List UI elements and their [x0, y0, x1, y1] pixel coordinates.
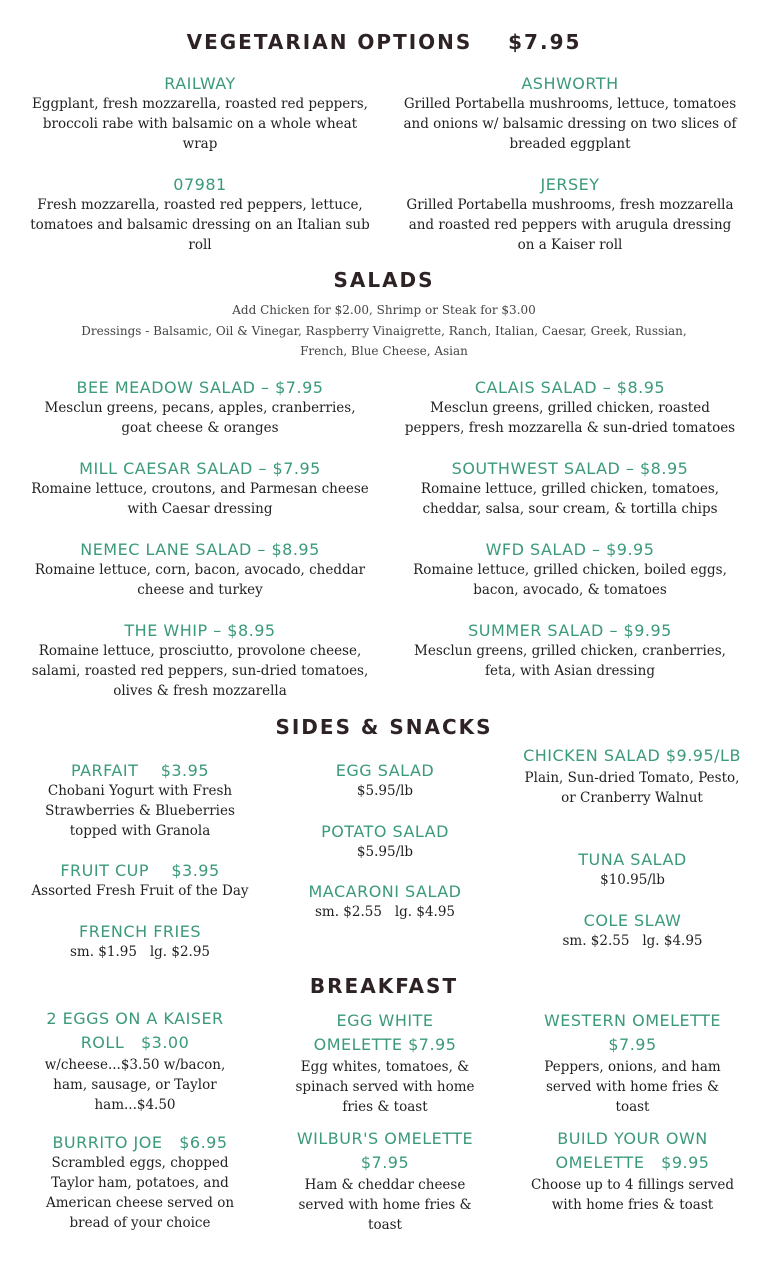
- menu-item-parfait: [20, 761, 260, 841]
- sides-heading: SIDES & SNACKS: [275, 715, 493, 739]
- item-title: MILL CAESAR SALAD – $7.95: [79, 459, 321, 478]
- item-desc: Ham & cheddar cheese served with home fries & toast: [298, 1177, 472, 1233]
- item-title: MACARONI SALAD: [308, 882, 462, 901]
- menu-item-calais: [400, 378, 740, 438]
- item-desc: Fresh mozzarella, roasted red peppers, lettuce, tomatoes and balsamic dressing on an Italian sub roll: [30, 197, 370, 253]
- item-title: ASHWORTH: [521, 74, 619, 93]
- item-desc: Peppers, onions, and ham served with home fries & toast: [544, 1059, 721, 1115]
- item-title: WILBUR'S OMELETTE $7.95: [296, 1129, 474, 1172]
- menu-item-egg-white-omelette: [265, 1009, 505, 1117]
- item-title: COLE SLAW: [583, 911, 682, 930]
- menu-item-nemec-lane: [30, 540, 370, 600]
- item-title: TUNA SALAD: [578, 850, 687, 869]
- item-title: WESTERN OMELETTE $7.95: [543, 1011, 722, 1054]
- item-desc: Eggplant, fresh mozzarella, roasted red peppers, broccoli rabe with balsamic on a whole wheat wrap: [32, 96, 368, 152]
- item-title: FRENCH FRIES: [79, 922, 201, 941]
- item-desc: Plain, Sun-dried Tomato, Pesto, or Cranberry Walnut: [524, 770, 740, 806]
- item-desc: sm. $2.55 lg. $4.95: [314, 904, 456, 920]
- item-title: EGG WHITE OMELETTE $7.95: [313, 1011, 457, 1054]
- menu-item-wilburs-omelette: [265, 1127, 505, 1235]
- item-title: CALAIS SALAD – $8.95: [474, 378, 666, 397]
- item-desc: Mesclun greens, grilled chicken, cranberries, feta, with Asian dressing: [414, 643, 726, 679]
- item-title: BURRITO JOE $6.95: [52, 1133, 228, 1152]
- item-title: RAILWAY: [164, 74, 236, 93]
- menu-item-bee-meadow: [30, 378, 370, 438]
- item-title: SUMMER SALAD – $9.95: [468, 621, 672, 640]
- item-desc: Romaine lettuce, grilled chicken, boiled eggs, bacon, avocado, & tomatoes: [413, 562, 727, 598]
- item-title: POTATO SALAD: [321, 822, 449, 841]
- item-title: THE WHIP – $8.95: [124, 621, 276, 640]
- menu-item-railway: [30, 74, 370, 154]
- menu-item-fruit-cup: [20, 861, 260, 901]
- menu-item-macaroni-salad: [265, 882, 505, 922]
- menu-item-burrito-joe: [20, 1133, 260, 1233]
- item-desc: Grilled Portabella mushrooms, fresh mozzarella and roasted red peppers with arugula dressing on a Kaiser roll: [406, 197, 734, 253]
- item-title: 07981: [173, 175, 227, 194]
- item-title: SOUTHWEST SALAD – $8.95: [451, 459, 689, 478]
- item-desc: $10.95/lb: [600, 872, 665, 888]
- item-title: JERSEY: [540, 175, 600, 194]
- item-title: WFD SALAD – $9.95: [485, 540, 655, 559]
- menu-item-the-whip: [30, 621, 370, 701]
- item-title: EGG SALAD: [335, 761, 435, 780]
- menu-item-egg-salad: [265, 761, 505, 801]
- menu-item-build-your-own-omelette: [510, 1127, 755, 1215]
- menu-item-tuna-salad: [510, 850, 755, 890]
- menu-item-ashworth: [400, 74, 740, 154]
- vegetarian-heading: VEGETARIAN OPTIONS $7.95: [186, 30, 582, 54]
- item-title: BEE MEADOW SALAD – $7.95: [76, 378, 324, 397]
- item-desc: Romaine lettuce, grilled chicken, tomatoes, cheddar, salsa, sour cream, & tortilla chips: [420, 481, 720, 517]
- item-title: FRUIT CUP $3.95: [60, 861, 220, 880]
- menu-item-07981: [30, 175, 370, 255]
- item-title: NEMEC LANE SALAD – $8.95: [80, 540, 320, 559]
- item-desc: Choose up to 4 fillings served with home fries & toast: [531, 1177, 734, 1213]
- item-desc: Mesclun greens, grilled chicken, roasted peppers, fresh mozzarella & sun-dried tomatoes: [404, 400, 736, 436]
- item-title: PARFAIT $3.95: [70, 761, 209, 780]
- menu-item-wfd: [400, 540, 740, 600]
- item-desc: Romaine lettuce, prosciutto, provolone cheese, salami, roasted red peppers, sun-dried tomatoes, olives & fresh mozzarella: [31, 643, 369, 699]
- item-desc: Romaine lettuce, corn, bacon, avocado, cheddar cheese and turkey: [34, 562, 366, 598]
- salads-addons: Add Chicken for $2.00, Shrimp or Steak for $3.00: [232, 303, 536, 317]
- item-desc: Assorted Fresh Fruit of the Day: [31, 883, 249, 899]
- item-title: CHICKEN SALAD $9.95/LB: [523, 746, 741, 765]
- menu-item-chicken-salad: [522, 744, 742, 808]
- item-title: BUILD YOUR OWN OMELETTE $9.95: [555, 1129, 714, 1172]
- item-desc: sm. $1.95 lg. $2.95: [69, 944, 211, 960]
- salads-heading: SALADS: [333, 268, 435, 292]
- item-title: 2 EGGS ON A KAISER ROLL $3.00: [46, 1009, 230, 1052]
- menu-item-2-eggs-kaiser: [30, 1007, 240, 1115]
- item-desc: $5.95/lb: [356, 844, 414, 860]
- item-desc: $5.95/lb: [356, 783, 414, 799]
- menu-item-mill-caesar: [30, 459, 370, 519]
- item-desc: Egg whites, tomatoes, & spinach served with home fries & toast: [295, 1059, 475, 1115]
- item-desc: Grilled Portabella mushrooms, lettuce, tomatoes and onions w/ balsamic dressing on two slices of breaded eggplant: [403, 96, 737, 152]
- menu-item-potato-salad: [265, 822, 505, 862]
- item-desc: Romaine lettuce, croutons, and Parmesan cheese with Caesar dressing: [31, 481, 369, 517]
- item-desc: sm. $2.55 lg. $4.95: [562, 933, 703, 949]
- item-desc: Scrambled eggs, chopped Taylor ham, potatoes, and American cheese served on bread of your choice: [45, 1155, 235, 1231]
- menu-item-summer: [400, 621, 740, 681]
- menu-item-french-fries: [20, 922, 260, 962]
- salads-dressings: Dressings - Balsamic, Oil & Vinegar, Raspberry Vinaigrette, Ranch, Italian, Caesar, Greek, Russian, French, Blue Cheese, Asian: [81, 324, 687, 358]
- item-desc: w/cheese...$3.50 w/bacon, ham, sausage, or Taylor ham...$4.50: [44, 1057, 226, 1113]
- menu-item-jersey: [400, 175, 740, 255]
- menu-item-cole-slaw: [510, 911, 755, 951]
- menu-item-western-omelette: [510, 1009, 755, 1117]
- breakfast-heading: BREAKFAST: [309, 974, 459, 998]
- item-desc: Mesclun greens, pecans, apples, cranberries, goat cheese & oranges: [44, 400, 356, 436]
- item-desc: Chobani Yogurt with Fresh Strawberries & Blueberries topped with Granola: [45, 783, 235, 839]
- menu-item-southwest: [400, 459, 740, 519]
